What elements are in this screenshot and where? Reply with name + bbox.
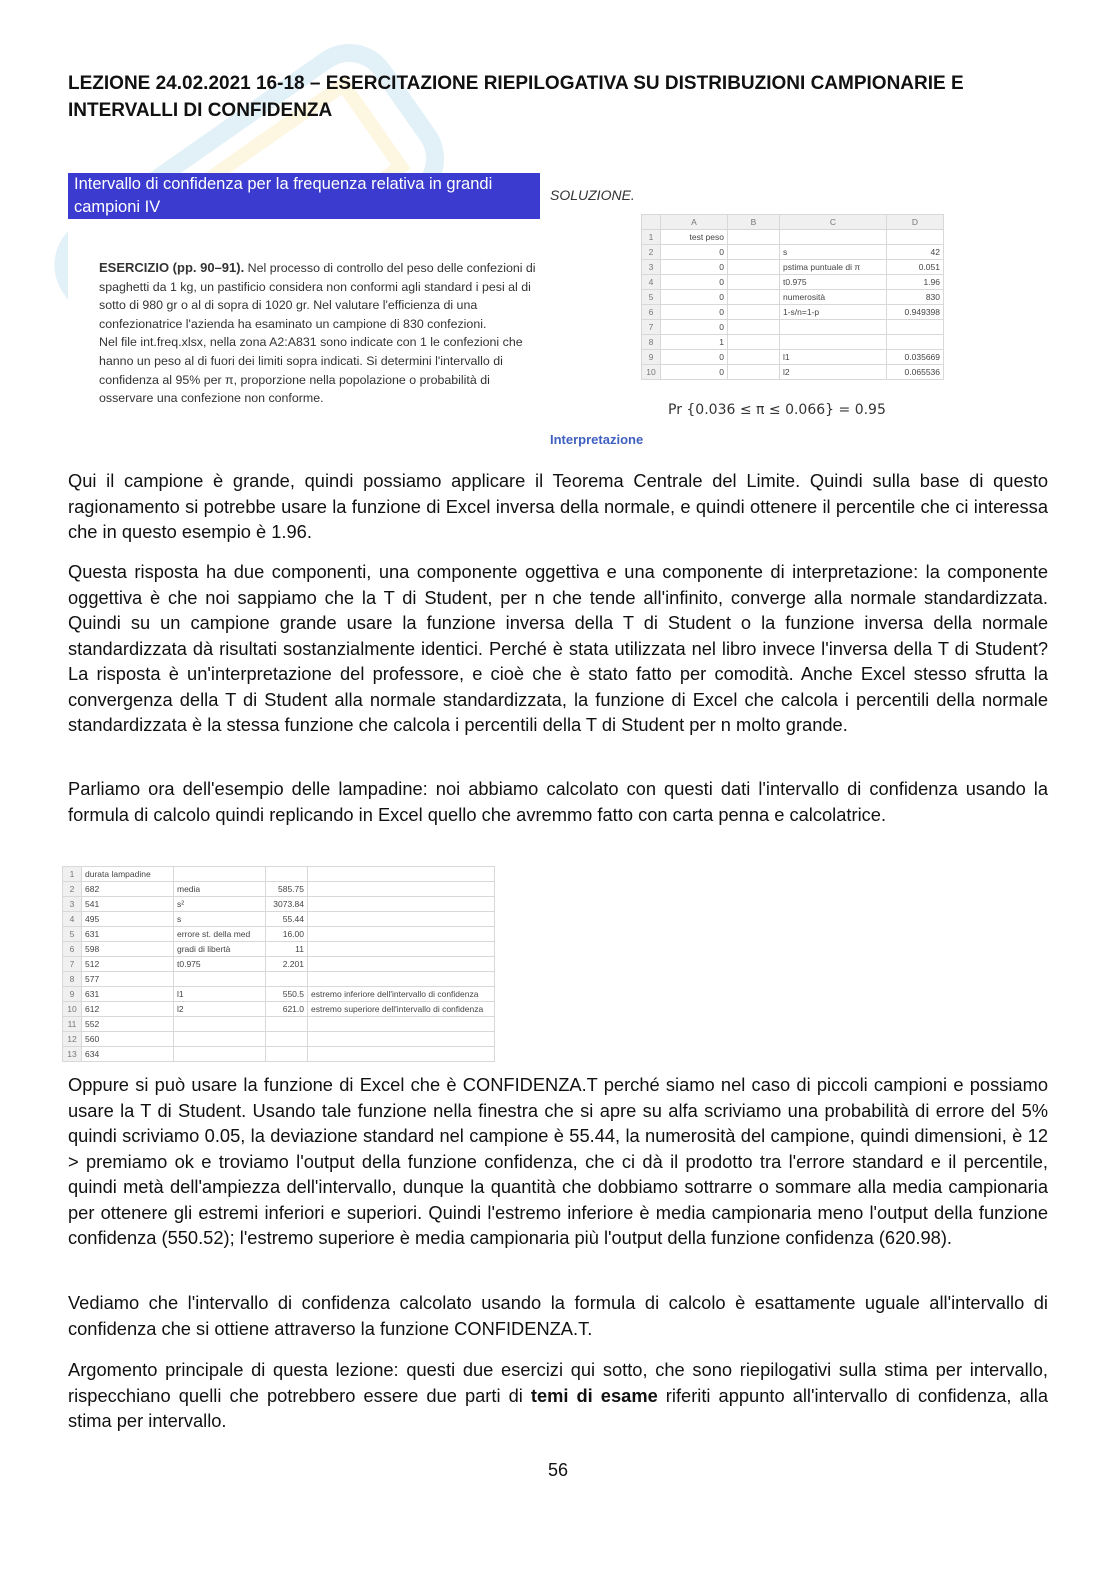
sheet-row: [63, 957, 495, 972]
sheet-cell: media: [174, 882, 266, 897]
sheet-cell: 42: [887, 245, 944, 260]
sheet-row: [63, 927, 495, 942]
paragraph-6-text-end: riferiti appunto all'intervallo di confidenza, alla stima per intervallo.: [68, 1384, 1049, 1431]
sheet-row: [642, 320, 944, 335]
sheet-row: [63, 1032, 495, 1047]
sheet-cell: [308, 867, 495, 882]
row-number: 1: [63, 867, 82, 882]
sheet-cell: 16.00: [266, 927, 308, 942]
row-number: 10: [63, 1002, 82, 1017]
sheet-cell: [266, 867, 308, 882]
sheet-row: [642, 245, 944, 260]
sheet-cell: [308, 942, 495, 957]
sheet-cell: 631: [82, 987, 174, 1002]
solution-label: SOLUZIONE.: [550, 187, 635, 203]
spreadsheet-solution: [641, 214, 944, 380]
sheet-cell: 598: [82, 942, 174, 957]
paragraph-2: Questa risposta ha due componenti, una componente oggettiva e una componente di interpretazione: la componente oggettiva è che noi sappiamo che la T di Student, per n che tende all'infinito, converge alla normale standardizzata. Quindi su un campione grande usare la funzione inversa della T di Student o la funzione inversa della normale standardizzata dà risultati sostanzialmente identici. Perché è stata utilizzata nel libro invece l'inversa della T di Student? La risposta è un'interpretazione del professore, e cioè che è stato fatto per comodità. Anche Excel stesso sfrutta la convergenza della T di Student alla normale standardizzata, la funzione di Excel che calcola i percentili della normale standardizzata è la stessa funzione che calcola i percentili della T di Student per n molto grande.: [68, 561, 1048, 735]
sheet-cell: 55.44: [266, 912, 308, 927]
row-number: 7: [642, 320, 661, 335]
col-header: D: [887, 215, 944, 230]
sheet-cell: 634: [82, 1047, 174, 1062]
sheet-cell: [174, 1017, 266, 1032]
sheet-cell: s²: [174, 897, 266, 912]
slide-image: [68, 173, 540, 451]
page-title: LEZIONE 24.02.2021 16-18 – ESERCITAZIONE RIEPILOGATIVA SU DISTRIBUZIONI CAMPIONARIE E INTERVALLI DI CONFIDENZA: [68, 73, 964, 121]
sheet-column-headers: [642, 215, 944, 230]
sheet-cell: 830: [887, 290, 944, 305]
sheet-cell: 0: [661, 245, 728, 260]
exercise-body: Nel processo di controllo del peso delle confezioni di spaghetti da 1 kg, un pastificio considera non conformi agli standard i pesi al di sotto di 980 gr o al di sopra di 1020 gr. Nel valutare l'efficienza di una confezionatrice l'azienda ha esaminato un campione di 830 confezioni.: [99, 261, 536, 331]
sheet-cell: [308, 882, 495, 897]
sheet-cell: l1: [174, 987, 266, 1002]
sheet-cell: [728, 230, 780, 245]
sheet-cell: [308, 912, 495, 927]
sheet-cell: 612: [82, 1002, 174, 1017]
sheet-cell: 621.0: [266, 1002, 308, 1017]
sheet-cell: 0.035669: [887, 350, 944, 365]
row-number: 4: [642, 275, 661, 290]
row-number: 2: [63, 882, 82, 897]
sheet-cell: pstima puntuale di π: [780, 260, 887, 275]
sheet-cell: [308, 897, 495, 912]
sheet-cell: 0: [661, 305, 728, 320]
col-header: [642, 215, 661, 230]
sheet-cell: [728, 245, 780, 260]
sheet-cell: 550.5: [266, 987, 308, 1002]
sheet-cell: t0.975: [174, 957, 266, 972]
sheet-cell: 2.201: [266, 957, 308, 972]
sheet-cell: 585.75: [266, 882, 308, 897]
row-number: 8: [642, 335, 661, 350]
sheet-cell: [266, 972, 308, 987]
sheet-body: [63, 867, 495, 1062]
exercise-label: ESERCIZIO (pp. 90–91).: [99, 260, 245, 275]
sheet-cell: [780, 320, 887, 335]
sheet-row: [642, 290, 944, 305]
sheet-cell: [308, 957, 495, 972]
sheet-row: [63, 897, 495, 912]
row-number: 10: [642, 365, 661, 380]
sheet-cell: [728, 305, 780, 320]
sheet-cell: 495: [82, 912, 174, 927]
row-number: 8: [63, 972, 82, 987]
sheet-row: [642, 365, 944, 380]
sheet-cell: numerosità: [780, 290, 887, 305]
sheet-row: [642, 275, 944, 290]
paragraph-4: Oppure si può usare la funzione di Excel che è CONFIDENZA.T perché siamo nel caso di piccoli campioni e possiamo usare la T di Student. Usando tale funzione nella finestra che si apre su alfa scriviamo una probabilità di errore del 5% quindi scriviamo 0.05, la deviazione standard nel campione è 55.44, la numerosità del campione, quindi dimensioni, è 12 > premiamo ok e troviamo l'output della funzione confidenza, che ci dà il prodotto tra l'errore standard e il percentile, quindi metà dell'ampiezza dell'intervallo, dunque la quantità che dobbiamo sottrarre o sommare alla media campionaria per ottenere gli estremi inferiori e superiori. Quindi l'estremo inferiore è media campionaria meno l'output della funzione confidenza (550.52); l'estremo superiore è media campionaria più l'output della funzione confidenza (620.98).: [68, 1074, 1048, 1248]
col-header: B: [728, 215, 780, 230]
sheet-cell: 1.96: [887, 275, 944, 290]
sheet-cell: [174, 972, 266, 987]
exercise-body-2: Nel file int.freq.xlsx, nella zona A2:A831 sono indicate con 1 le confezioni che hanno un peso al di fuori dei limiti sopra indicati. Si determini l'intervallo di confidenza al 95% per π, proporzione nella popolazione o probabilità di osservare una confezione non conforme.: [99, 335, 523, 406]
sheet-row: [63, 1047, 495, 1062]
sheet-cell: [728, 320, 780, 335]
paragraph-6: [68, 1357, 1048, 1434]
sheet-body: [642, 230, 944, 380]
sheet-cell: s: [174, 912, 266, 927]
sheet-row: [63, 942, 495, 957]
sheet-cell: [266, 1047, 308, 1062]
sheet-cell: 11: [266, 942, 308, 957]
row-number: 1: [642, 230, 661, 245]
sheet-cell: 0: [661, 275, 728, 290]
sheet-row: [63, 987, 495, 1002]
sheet-cell: 0: [661, 320, 728, 335]
sheet-cell: test peso: [661, 230, 728, 245]
sheet-cell: [174, 1032, 266, 1047]
paragraph-6-bold: temi di esame: [530, 1384, 658, 1406]
probability-formula: Pr {0.036 ≤ π ≤ 0.066} = 0.95: [668, 402, 886, 418]
sheet-cell: [308, 972, 495, 987]
sheet-cell: [308, 1017, 495, 1032]
interpretation-label: Interpretazione: [550, 432, 644, 447]
sheet-row: [63, 867, 495, 882]
sheet-row: [63, 972, 495, 987]
sheet-row: [63, 912, 495, 927]
row-number: 9: [63, 987, 82, 1002]
sheet-cell: 560: [82, 1032, 174, 1047]
sheet-cell: 541: [82, 897, 174, 912]
sheet-cell: 631: [82, 927, 174, 942]
sheet-cell: s: [780, 245, 887, 260]
sheet-row: [642, 305, 944, 320]
sheet-cell: 682: [82, 882, 174, 897]
sheet-row: [63, 1002, 495, 1017]
sheet-cell: [174, 1047, 266, 1062]
sheet-cell: [174, 867, 266, 882]
sheet-cell: [308, 927, 495, 942]
sheet-cell: [728, 290, 780, 305]
sheet-cell: [728, 365, 780, 380]
paragraph-3: Parliamo ora dell'esempio delle lampadine: noi abbiamo calcolato con questi dati l'intervallo di confidenza usando la formula di calcolo quindi replicando in Excel quello che avremmo fatto con carta penna e calcolatrice.: [68, 778, 1048, 825]
sheet-cell: [308, 1047, 495, 1062]
spreadsheet-lampadine: [62, 866, 495, 1062]
sheet-cell: l2: [174, 1002, 266, 1017]
sheet-cell: 0.065536: [887, 365, 944, 380]
sheet-cell: [780, 335, 887, 350]
sheet-cell: 0.051: [887, 260, 944, 275]
paragraph-5: Vediamo che l'intervallo di confidenza calcolato usando la formula di calcolo è esattamente uguale all'intervallo di confidenza che si ottiene attraverso la funzione CONFIDENZA.T.: [68, 1292, 1048, 1339]
sheet-cell: [887, 335, 944, 350]
paragraph-1: Qui il campione è grande, quindi possiamo applicare il Teorema Centrale del Limite. Quindi sulla base di questo ragionamento si potrebbe usare la funzione di Excel inversa della normale, e quindi ottenere il percentile che ci interessa che in questo esempio è 1.96.: [68, 470, 1048, 542]
sheet-cell: t0.975: [780, 275, 887, 290]
row-number: 5: [642, 290, 661, 305]
row-number: 7: [63, 957, 82, 972]
sheet-cell: [728, 260, 780, 275]
row-number: 4: [63, 912, 82, 927]
sheet-cell: [887, 320, 944, 335]
sheet-cell: 1: [661, 335, 728, 350]
sheet-cell: l2: [780, 365, 887, 380]
slide-header: Intervallo di confidenza per la frequenza relativa in grandi campioni IV: [68, 173, 540, 219]
sheet-cell: 1-s/n=1-p: [780, 305, 887, 320]
paragraph-6-text: Argomento principale di questa lezione: questi due esercizi qui sotto, che sono riepilogativi sulla stima per intervallo, rispecchiano quelli che potrebbero essere due parti di: [68, 1359, 1048, 1406]
sheet-cell: l1: [780, 350, 887, 365]
sheet-row: [642, 350, 944, 365]
sheet-cell: 577: [82, 972, 174, 987]
sheet-row: [642, 260, 944, 275]
sheet-cell: 0: [661, 290, 728, 305]
row-number: 12: [63, 1032, 82, 1047]
sheet-cell: 0: [661, 365, 728, 380]
sheet-cell: [780, 230, 887, 245]
sheet-row: [63, 882, 495, 897]
col-header: C: [780, 215, 887, 230]
sheet-cell: estremo inferiore dell'intervallo di confidenza: [308, 987, 495, 1002]
sheet-cell: [728, 335, 780, 350]
exercise-text: [99, 259, 539, 408]
row-number: 3: [63, 897, 82, 912]
sheet-cell: 0.949398: [887, 305, 944, 320]
col-header: A: [661, 215, 728, 230]
sheet-row: [63, 1017, 495, 1032]
sheet-cell: [308, 1032, 495, 1047]
sheet-cell: [728, 275, 780, 290]
row-number: 13: [63, 1047, 82, 1062]
row-number: 6: [642, 305, 661, 320]
row-number: 3: [642, 260, 661, 275]
sheet-cell: [887, 230, 944, 245]
page-number: 56: [547, 1460, 569, 1480]
row-number: 9: [642, 350, 661, 365]
sheet-row: [642, 335, 944, 350]
sheet-cell: 512: [82, 957, 174, 972]
row-number: 2: [642, 245, 661, 260]
row-number: 11: [63, 1017, 82, 1032]
row-number: 5: [63, 927, 82, 942]
sheet-cell: estremo superiore dell'intervallo di confidenza: [308, 1002, 495, 1017]
sheet-cell: [728, 350, 780, 365]
sheet-cell: 0: [661, 350, 728, 365]
sheet-cell: [266, 1017, 308, 1032]
sheet-cell: [266, 1032, 308, 1047]
sheet-cell: 0: [661, 260, 728, 275]
sheet-cell: 3073.84: [266, 897, 308, 912]
sheet-cell: 552: [82, 1017, 174, 1032]
sheet-cell: errore st. della med: [174, 927, 266, 942]
sheet-row: [642, 230, 944, 245]
row-number: 6: [63, 942, 82, 957]
sheet-cell: gradi di libertà: [174, 942, 266, 957]
sheet-cell: durata lampadine: [82, 867, 174, 882]
